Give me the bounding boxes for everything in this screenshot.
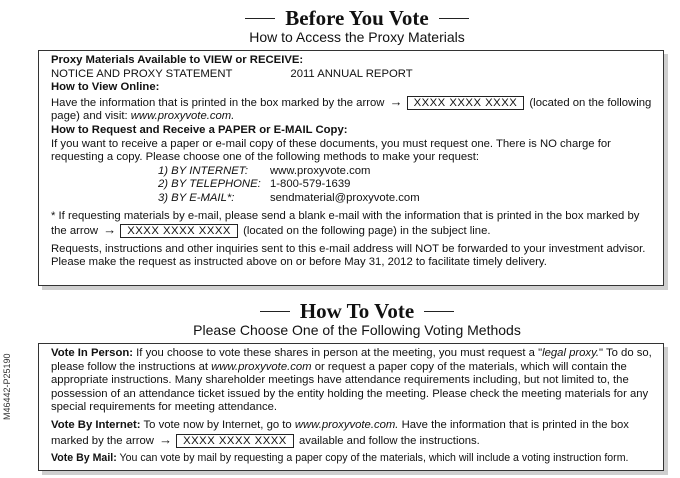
method-telephone-number[interactable]: 1-800-579-1639	[270, 178, 351, 191]
material-annual-report: 2011 ANNUAL REPORT	[290, 67, 413, 80]
vote-by-mail: Vote By Mail: You can vote by mail by requesting a paper copy of the materials, which will include a voting instruction form.	[51, 452, 629, 465]
available-heading: Proxy Materials Available to VIEW or RECEIVE:	[51, 54, 304, 66]
request-heading: How to Request and Receive a PAPER or E-MAIL Copy:	[51, 123, 348, 136]
method-telephone: 2) BY TELEPHONE: 1-800-579-1639	[158, 178, 351, 191]
how-subtitle: Please Choose One of the Following Voting Methods	[193, 322, 521, 338]
proxy-materials-box	[38, 50, 664, 286]
arrow-icon: →	[159, 431, 173, 447]
title-rule-right	[439, 18, 469, 19]
view-url[interactable]: www.proxyvote.com.	[130, 110, 235, 123]
view-text: Have the information that is printed in the box marked by the arrow → XXXX XXXX XXXX (located on the following page) and visit: www.proxyvote.com.	[51, 93, 652, 123]
view-heading: How to View Online:	[51, 81, 160, 94]
materials-list	[51, 68, 655, 82]
method-internet: 1) BY INTERNET: www.proxyvote.com	[158, 164, 371, 177]
legal-proxy: legal proxy.	[542, 347, 600, 359]
method-internet-url[interactable]: www.proxyvote.com	[270, 164, 371, 177]
closing-note: Requests, instructions and other inquiries sent to this e-mail address will NOT be forwarded to your investment advisor. Please make the request as instructed above on or before May 31, 2012 to facilitate timely delivery.	[51, 242, 646, 269]
control-code-box: XXXX XXXX XXXX	[407, 96, 525, 110]
title-rule-left	[245, 18, 275, 19]
title-rule-right	[424, 311, 454, 312]
before-title: Before You Vote	[285, 6, 429, 30]
vote-by-internet: Vote By Internet: To vote now by Internet, go to www.proxyvote.com. Have the information that is printed in the box marked by the arrow → XXXX XXXX XXXX available and follow the instructions.	[51, 418, 629, 447]
voting-methods-box	[38, 343, 664, 471]
arrow-icon: →	[389, 93, 403, 109]
before-you-vote-heading	[34, 7, 680, 45]
how-to-vote-heading	[34, 300, 680, 338]
request-methods	[158, 165, 655, 206]
title-rule-left	[260, 311, 290, 312]
material-notice: NOTICE AND PROXY STATEMENT	[51, 67, 233, 80]
email-note: * If requesting materials by e-mail, please send a blank e-mail with the information that is printed in the box marked by the arrow → XXXX XXXX XXXX (located on the following page) in the subject line.	[51, 209, 640, 238]
method-email: 3) BY E-MAIL*: sendmaterial@proxyvote.com	[158, 191, 420, 204]
how-title: How To Vote	[299, 299, 415, 323]
before-subtitle: How to Access the Proxy Materials	[249, 29, 465, 45]
document-code: M46442-P25190	[2, 353, 12, 420]
method-email-address[interactable]: sendmaterial@proxyvote.com	[270, 191, 420, 204]
control-code-box: XXXX XXXX XXXX	[120, 224, 238, 238]
arrow-icon: →	[103, 222, 117, 238]
request-text: If you want to receive a paper or e-mail copy of these documents, you must request one. There is NO charge for requesting a copy. Please choose one of the following methods to make your request:	[51, 137, 611, 164]
vote-in-person: Vote In Person: If you choose to vote these shares in person at the meeting, you must request a "legal proxy." To do so, please follow the instructions at www.proxyvote.com or request a paper copy of the materials, which will contain the appropriate instructions. Many shareholder meetings have attendance requirements including, but not limited to, the possession of an attendance ticket issued by the entity holding the meeting. Please check the meeting materials for any special requirements for meeting attendance.	[51, 347, 652, 414]
in-person-url[interactable]: www.proxyvote.com	[211, 360, 312, 373]
internet-url[interactable]: www.proxyvote.com.	[294, 418, 399, 431]
control-code-box: XXXX XXXX XXXX	[176, 434, 294, 448]
